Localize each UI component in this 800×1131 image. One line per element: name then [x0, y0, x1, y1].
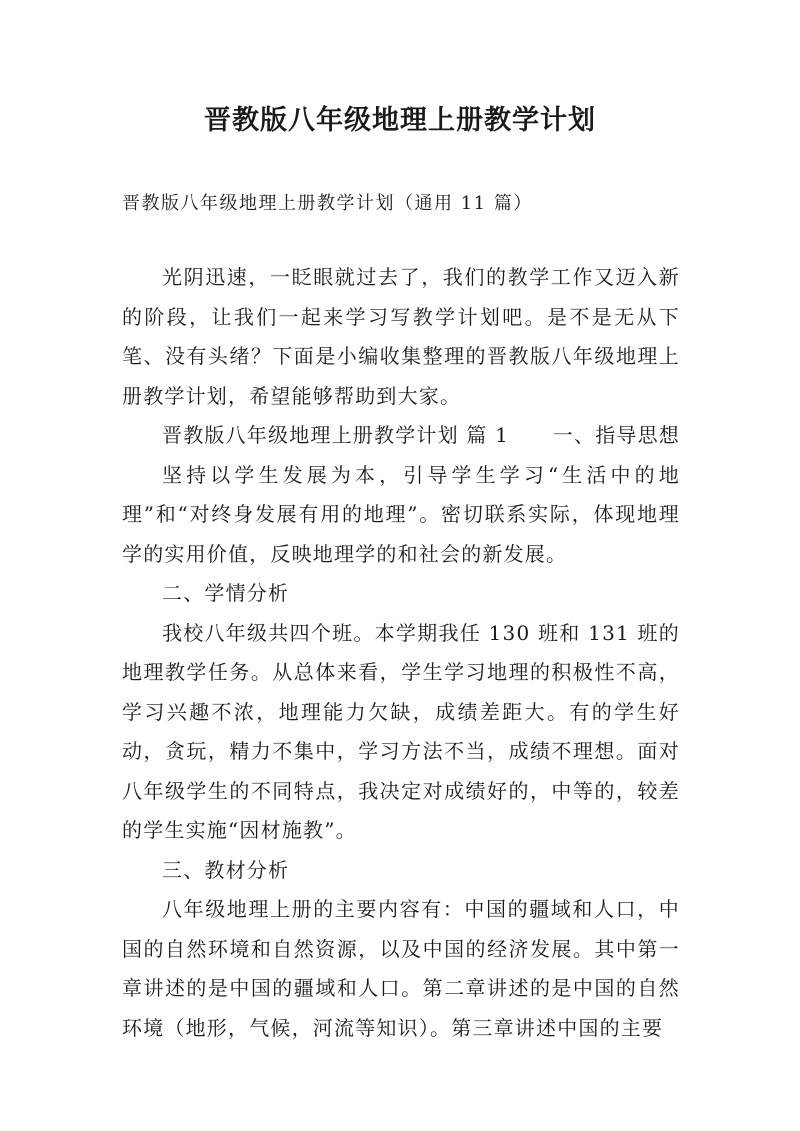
intro-paragraph: 光阴迅速，一眨眼就过去了，我们的教学工作又迈入新的阶段，让我们一起来学习写教学计划吧。是不是无从下笔、没有头绪？下面是小编收集整理的晋教版八年级地理上册教学计划，希望能够帮助到大家。: [122, 265, 680, 408]
heading-textbook-analysis: 三、教材分析: [162, 857, 290, 882]
section-1-label: 晋教版八年级地理上册教学计划 篇 1: [162, 423, 510, 447]
section-header-row: [122, 416, 680, 456]
document-title: 晋教版八年级地理上册教学计划: [204, 105, 596, 136]
paragraph-student-analysis: 我校八年级共四个班。本学期我任 130 班和 131 班的地理教学任务。从总体来看，学生学习地理的积极性不高，学习兴趣不浓，地理能力欠缺，成绩差距大。有的学生好动，贪玩，精力不集中，学习方法不当，成绩不理想。面对八年级学生的不同特点，我决定对成绩好的，中等的，较差的学生实施“因材施教”。: [122, 620, 680, 842]
paragraph-textbook-analysis: 八年级地理上册的主要内容有：中国的疆域和人口，中国的自然环境和自然资源，以及中国的经济发展。其中第一章讲述的是中国的疆域和人口。第二章讲述的是中国的自然环境（地形，气候，河流等知识）。第三章讲述中国的主要: [122, 897, 680, 1040]
document-subtitle: 晋教版八年级地理上册教学计划（通用 11 篇）: [122, 193, 533, 214]
heading-student-analysis: 二、学情分析: [162, 581, 290, 605]
heading-guiding-ideology: 一、指导思想: [552, 423, 680, 447]
document-body: [122, 258, 680, 1048]
paragraph-guiding-ideology: 坚持以学生发展为本，引导学生学习“生活中的地理”和“对终身发展有用的地理”。密切联系实际，体现地理学的实用价值，反映地理学的和社会的新发展。: [122, 462, 680, 566]
